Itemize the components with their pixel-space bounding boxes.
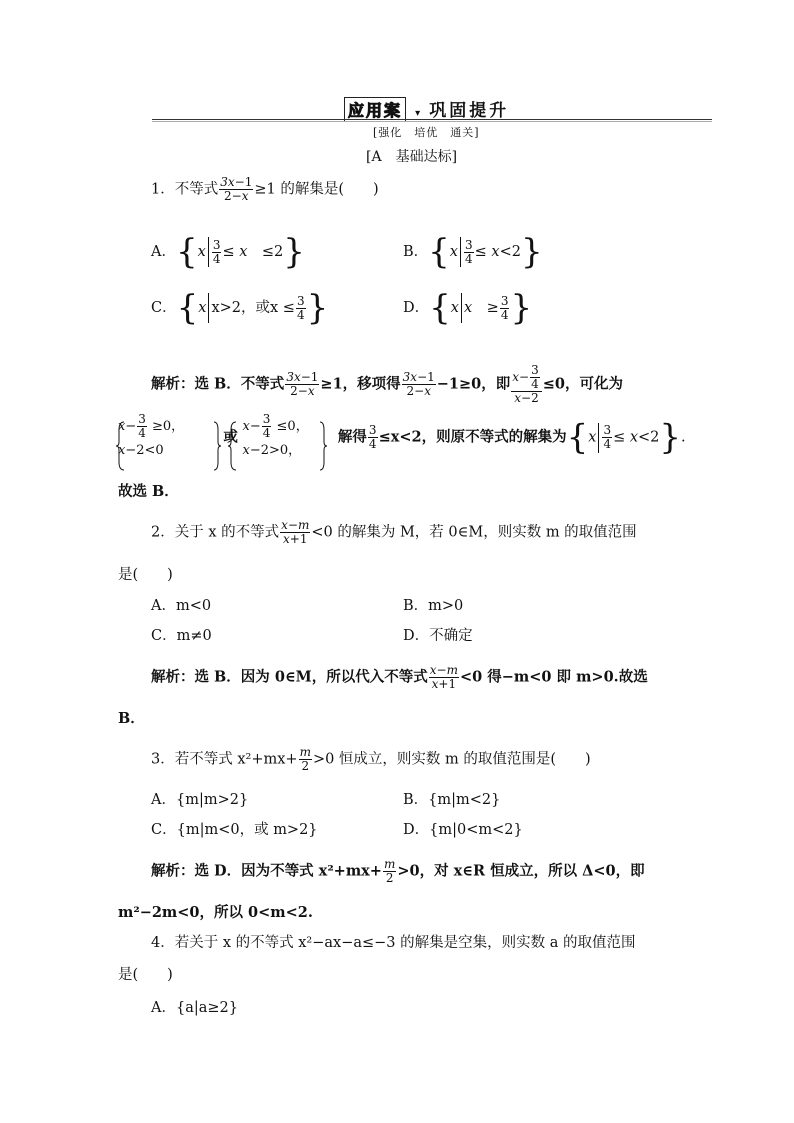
- q4-option-a: A．{a|a≥2}: [151, 1000, 238, 1016]
- q3-option-d: D．{m|0<m<2}: [403, 822, 523, 838]
- q1-system-brace-4: [318, 420, 328, 472]
- q1-system-brace-3: [228, 420, 238, 472]
- q1-solution-line1: 解析：选 B．不等式 $\frac{3x-1}{2-x}$ ≥1，移项得 $\frac{3x-1}{2-x}$ −1≥0，即 x− $\frac{3}{4}$ x−2 ≤0，可化为: [151, 363, 623, 405]
- q3-solution-line2: m²−2m<0，所以 0<m<2.: [118, 904, 313, 921]
- q3-option-a: A．{m|m>2}: [151, 792, 249, 808]
- q1-option-a: A．{x $\frac{3}{4}$ ≤ x ≤2}: [151, 232, 305, 272]
- q3-option-c: C．{m|m<0，或 m>2}: [151, 822, 318, 838]
- header-rule-top: [152, 119, 712, 120]
- q2-option-a: A．m<0: [151, 598, 212, 614]
- q3-solution-line1: 解析：选 D．因为不等式 x²+mx+ $\frac{m}{2}$ >0，对 x∈R 恒成立，所以 Δ<0，即: [151, 857, 645, 885]
- q2-stem-line2: 是( ): [118, 567, 173, 583]
- q1-solution-line2: x− $\frac{3}{4}$ ≥0， x−2<0 或 x− $\frac{3}{4}$ ≤0， x−2>0， 解得 $\frac{3}{4}$ ≤x<2，则原不等式的解集为{x $\frac{3}{4}$ ≤ x<2}.: [118, 412, 686, 458]
- header-subtitle: [强化 培优 通关]: [373, 126, 480, 139]
- q1-option-d: D．{x x ≥ $\frac{3}{4}$ }: [403, 288, 533, 328]
- q2-solution-line1: 解析：选 B．因为 0∈M，所以代入不等式 $\frac{x-m}{x+1}$ <0 得−m<0 即 m>0.故选: [151, 663, 648, 691]
- q2-option-c: C．m≠0: [151, 628, 212, 644]
- q1-system-brace-1: [116, 420, 126, 472]
- q4-stem-line2: 是( ): [118, 967, 173, 983]
- section-title: [A 基础达标]: [366, 149, 458, 165]
- q2-stem-line1: 2．关于 x 的不等式 $\frac{x-m}{x+1}$ <0 的解集为 M，若 0∈M，则实数 m 的取值范围: [151, 518, 637, 546]
- header-rule-bottom: [152, 121, 712, 122]
- q1-system-brace-2: [212, 420, 222, 472]
- q3-stem: 3．若不等式 x²+mx+ $\frac{m}{2}$ >0 恒成立，则实数 m 的取值范围是( ): [151, 745, 591, 773]
- q2-option-d: D．不确定: [403, 628, 473, 644]
- header-arrow-icon: ▾: [415, 108, 421, 119]
- q1-stem: 1．不等式 $\frac{3x-1}{2-x}$ ≥1 的解集是( ): [151, 175, 379, 203]
- header-title: 巩固提升: [429, 101, 510, 121]
- header-badge: 应用案: [344, 97, 406, 122]
- q1-option-b: B．{x $\frac{3}{4}$ ≤ x<2}: [403, 232, 543, 272]
- q1-solution-line3: 故选 B．: [118, 483, 179, 500]
- q2-option-b: B．m>0: [403, 598, 464, 614]
- q1-option-c: C．{x x>2，或x ≤ $\frac{3}{4}$ }: [151, 288, 329, 328]
- q3-option-b: B．{m|m<2}: [403, 792, 501, 808]
- q4-stem-line1: 4．若关于 x 的不等式 x²−ax−a≤−3 的解集是空集，则实数 a 的取值范围: [151, 935, 636, 951]
- q2-solution-line2: B．: [118, 710, 145, 727]
